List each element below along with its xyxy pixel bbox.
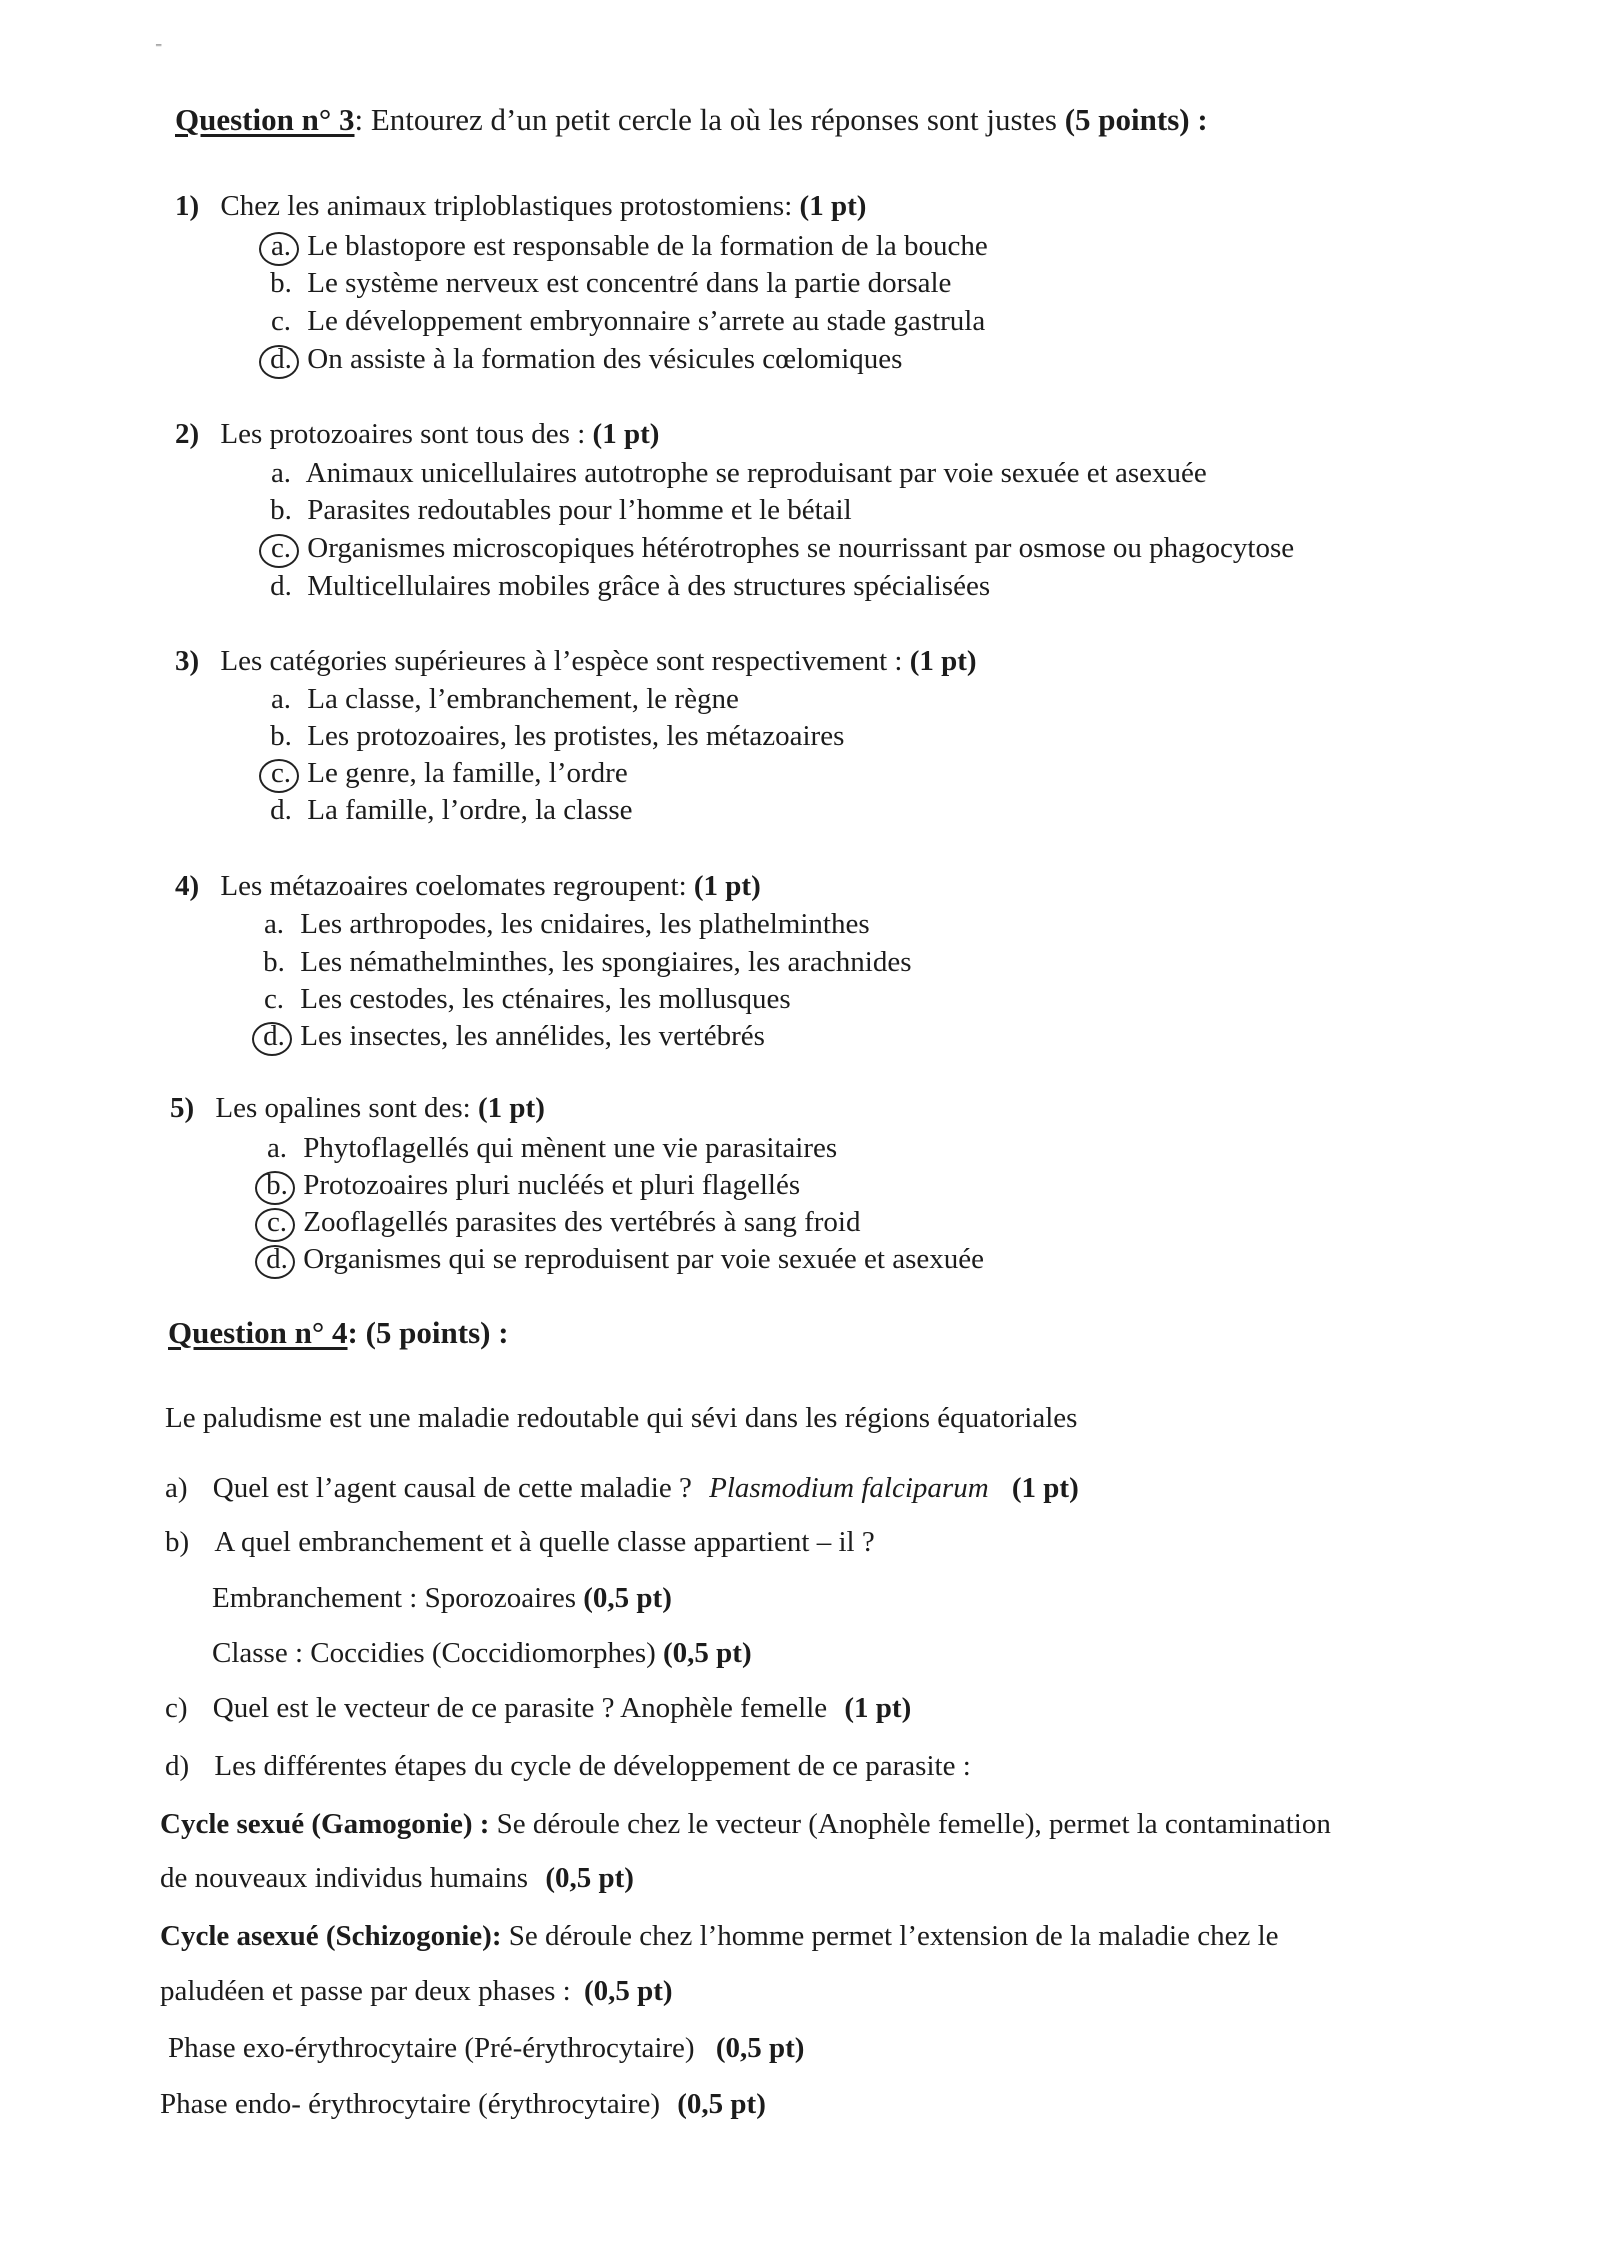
- item-stem: Chez les animaux triploblastiques protostomiens:: [220, 190, 793, 222]
- question-3-points: (5 points) :: [1064, 102, 1208, 137]
- option-text: La classe, l’embranchement, le règne: [307, 683, 739, 715]
- part-question: A quel embranchement et à quelle classe appartient – il ?: [214, 1526, 875, 1558]
- item-points: (1 pt): [693, 870, 761, 902]
- phase-text: Phase exo-érythrocytaire (Pré-érythrocytaire): [168, 2032, 695, 2064]
- part-label: d): [165, 1750, 190, 1782]
- part-question: Quel est l’agent causal de cette maladie ?: [212, 1472, 692, 1504]
- option-text: Protozoaires pluri nucléés et pluri flagellés: [303, 1169, 801, 1201]
- part-label: b): [165, 1526, 190, 1558]
- answer-text: Embranchement : Sporozoaires: [212, 1582, 576, 1614]
- cycle-label: Cycle asexué (Schizogonie):: [160, 1920, 502, 1952]
- q3-item-1-option-c: [262, 305, 985, 338]
- option-letter: b.: [270, 267, 292, 299]
- q4-part-d: [165, 1750, 971, 1783]
- item-number: 1): [175, 190, 200, 222]
- scan-mark: ⁼: [155, 41, 163, 56]
- item-stem: Les catégories supérieures à l’espèce sont respectivement :: [220, 645, 903, 677]
- q3-item-2-option-a: [262, 457, 1207, 490]
- cycle-text: de nouveaux individus humains: [160, 1862, 529, 1894]
- cycle-label: Cycle sexué (Gamogonie) :: [160, 1808, 490, 1840]
- option-text: La famille, l’ordre, la classe: [307, 794, 633, 826]
- q3-item-3-option-c: [262, 757, 628, 790]
- part-question: Les différentes étapes du cycle de développement de ce parasite :: [214, 1750, 971, 1782]
- item-points: (1 pt): [592, 418, 660, 450]
- option-text: Zooflagellés parasites des vertébrés à sang froid: [303, 1206, 861, 1238]
- cycle-sexue-line-2: [160, 1862, 634, 1895]
- question-4-label: Question n° 4: [168, 1315, 348, 1350]
- q3-item-3-option-d: [262, 794, 633, 827]
- q3-item-5-option-c: [258, 1206, 860, 1239]
- q3-item-3-option-b: [262, 720, 844, 753]
- answer-points: (0,5 pt): [663, 1637, 752, 1669]
- phase-exo-line: [168, 2032, 804, 2065]
- question-3-label: Question n° 3: [175, 102, 355, 137]
- option-text: Les protozoaires, les protistes, les métazoaires: [307, 720, 845, 752]
- question-3-instruction: : Entourez d’un petit cercle la où les réponses sont justes: [354, 102, 1057, 137]
- option-text: Animaux unicellulaires autotrophe se reproduisant par voie sexuée et asexuée: [305, 457, 1207, 489]
- cycle-points: (0,5 pt): [583, 1975, 673, 2007]
- option-text: Organismes microscopiques hétérotrophes se nourrissant par osmose ou phagocytose: [307, 532, 1295, 564]
- part-points: (1 pt): [844, 1692, 912, 1724]
- option-text: Le système nerveux est concentré dans la partie dorsale: [307, 267, 952, 299]
- option-letter-circled: c.: [262, 757, 300, 790]
- item-number: 5): [170, 1092, 195, 1124]
- q4-part-c: [165, 1692, 911, 1725]
- question-4-intro: Le paludisme est une maladie redoutable qui sévi dans les régions équatoriales: [165, 1402, 1078, 1434]
- phase-points: (0,5 pt): [677, 2088, 766, 2120]
- option-letter: c.: [263, 983, 285, 1015]
- q3-item-1-option-d: [262, 343, 902, 376]
- question-4-title: [168, 1315, 509, 1351]
- cycle-text: Se déroule chez le vecteur (Anophèle femelle), permet la contamination: [489, 1808, 1331, 1840]
- q3-item-3-option-a: [262, 683, 739, 716]
- q3-item-5-option-b: [258, 1169, 800, 1202]
- phase-text: Phase endo- érythrocytaire (érythrocytaire): [160, 2088, 661, 2120]
- q3-item-4: [175, 870, 761, 903]
- option-text: Le blastopore est responsable de la formation de la bouche: [307, 230, 988, 262]
- item-number: 3): [175, 645, 200, 677]
- option-text: Les arthropodes, les cnidaires, les plathelminthes: [300, 908, 870, 940]
- item-stem: Les métazoaires coelomates regroupent:: [220, 870, 687, 902]
- option-letter: d.: [270, 794, 292, 826]
- option-letter-circled: d.: [262, 343, 300, 376]
- item-number: 2): [175, 418, 200, 450]
- option-text: Les némathelminthes, les spongiaires, les arachnides: [300, 946, 912, 978]
- option-text: On assiste à la formation des vésicules cœlomiques: [307, 343, 903, 375]
- cycle-asexue-line-1: [160, 1920, 1279, 1953]
- option-text: Les cestodes, les cténaires, les mollusques: [300, 983, 791, 1015]
- part-answer: Plasmodium falciparum: [709, 1472, 989, 1504]
- cycle-points: (0,5 pt): [545, 1862, 634, 1894]
- option-letter: b.: [263, 946, 285, 978]
- answer-text: Classe : Coccidies (Coccidiomorphes): [212, 1637, 656, 1669]
- cycle-asexue-line-2: [160, 1975, 673, 2008]
- q3-item-1: [175, 190, 866, 223]
- cycle-sexue-line-1: [160, 1808, 1331, 1841]
- q3-item-2-option-b: [262, 494, 852, 527]
- option-letter: a.: [263, 908, 285, 940]
- question-4-points: : (5 points) :: [347, 1315, 509, 1350]
- option-text: Le genre, la famille, l’ordre: [307, 757, 628, 789]
- option-text: Organismes qui se reproduisent par voie sexuée et asexuée: [303, 1243, 984, 1275]
- part-label: a): [165, 1472, 188, 1504]
- q3-item-5-option-a: [258, 1132, 837, 1165]
- answer-points: (0,5 pt): [583, 1582, 672, 1614]
- q3-item-3: [175, 645, 977, 678]
- q3-item-4-option-a: [255, 908, 870, 941]
- item-stem: Les protozoaires sont tous des :: [220, 418, 586, 450]
- q3-item-4-option-d: [255, 1020, 765, 1053]
- option-text: Le développement embryonnaire s’arrete au stade gastrula: [307, 305, 986, 337]
- option-letter: a.: [266, 1132, 288, 1164]
- option-letter-circled: c.: [262, 532, 300, 565]
- option-letter: c.: [270, 305, 292, 337]
- item-points: (1 pt): [909, 645, 977, 677]
- cycle-text: paludéen et passe par deux phases :: [160, 1975, 571, 2007]
- q3-item-2-option-c: [262, 532, 1294, 565]
- option-text: Phytoflagellés qui mènent une vie parasitaires: [303, 1132, 838, 1164]
- q4-part-b-answer-1: [212, 1582, 672, 1615]
- q4-part-b-answer-2: [212, 1637, 752, 1670]
- part-question: Quel est le vecteur de ce parasite ? Anophèle femelle: [212, 1692, 828, 1724]
- item-number: 4): [175, 870, 200, 902]
- option-text: Les insectes, les annélides, les vertébrés: [300, 1020, 765, 1052]
- option-letter: d.: [270, 570, 292, 602]
- q3-item-5-option-d: [258, 1243, 984, 1276]
- q4-part-a: [165, 1472, 1079, 1505]
- option-letter: b.: [270, 720, 292, 752]
- option-letter: a.: [270, 683, 292, 715]
- q3-item-1-option-a: [262, 230, 988, 263]
- q3-item-4-option-b: [255, 946, 912, 979]
- option-text: Multicellulaires mobiles grâce à des structures spécialisées: [307, 570, 991, 602]
- item-points: (1 pt): [478, 1092, 545, 1124]
- question-3-title: [175, 102, 1208, 138]
- phase-endo-line: [160, 2088, 766, 2121]
- option-letter-circled: c.: [258, 1206, 296, 1239]
- phase-points: (0,5 pt): [715, 2032, 805, 2064]
- option-letter: b.: [270, 494, 292, 526]
- q3-item-1-option-b: [262, 267, 951, 300]
- item-stem: Les opalines sont des:: [215, 1092, 471, 1124]
- option-letter-circled: d.: [258, 1243, 296, 1276]
- option-letter-circled: d.: [255, 1020, 293, 1053]
- q3-item-2-option-d: [262, 570, 990, 603]
- option-letter-circled: b.: [258, 1169, 296, 1202]
- option-letter: a.: [270, 457, 292, 489]
- option-text: Parasites redoutables pour l’homme et le bétail: [307, 494, 852, 526]
- q3-item-5: [170, 1092, 545, 1125]
- cycle-text: Se déroule chez l’homme permet l’extension de la maladie chez le: [501, 1920, 1279, 1952]
- item-points: (1 pt): [799, 190, 867, 222]
- part-points: (1 pt): [1011, 1472, 1079, 1504]
- q3-item-2: [175, 418, 659, 451]
- q3-item-4-option-c: [255, 983, 791, 1016]
- part-label: c): [165, 1692, 188, 1724]
- option-letter-circled: a.: [262, 230, 300, 263]
- q4-part-b: [165, 1526, 875, 1559]
